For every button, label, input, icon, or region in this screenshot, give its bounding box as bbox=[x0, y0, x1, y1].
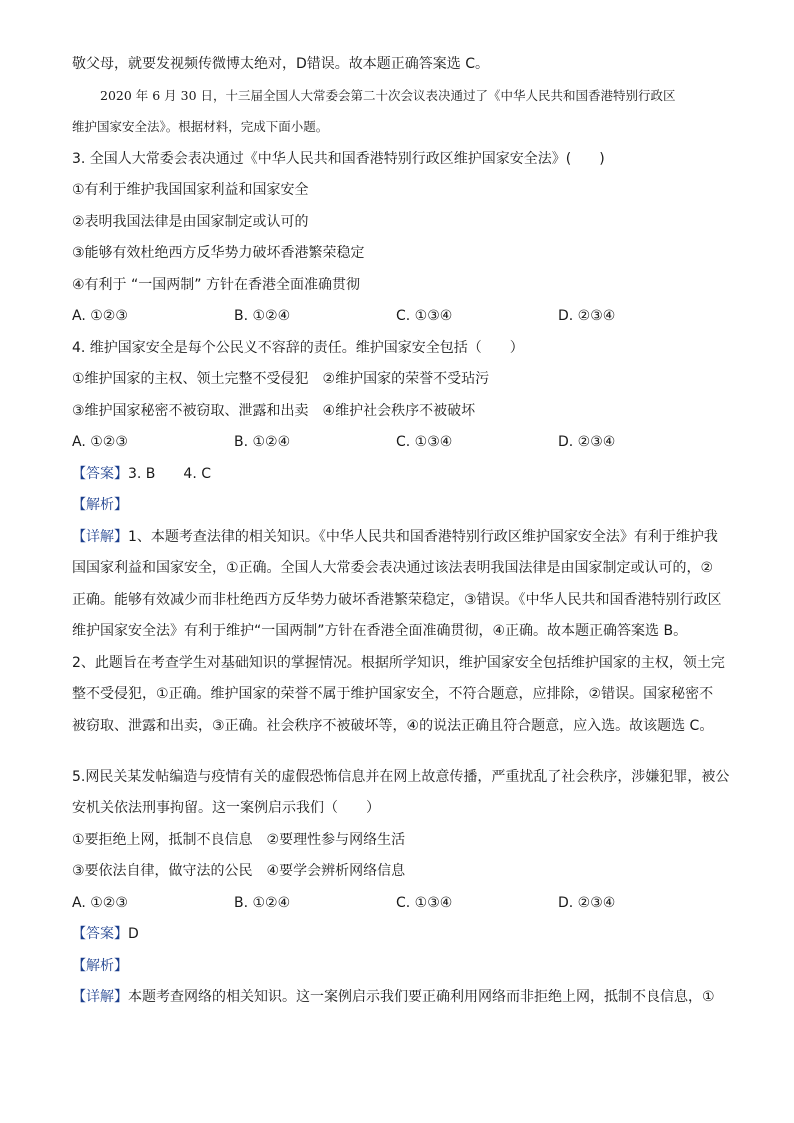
statement: ②表明我国法律是由国家制定或认可的 bbox=[72, 213, 309, 230]
detail-text: 2、此题旨在考查学生对基础知识的掌握情况。根据所学知识，维护国家安全包括维护国家的主权，领土完 bbox=[72, 654, 725, 671]
statement: ①有利于维护我国国家利益和国家安全 bbox=[72, 182, 309, 198]
statement: ③要依法自律，做守法的公民 ④要学会辨析网络信息 bbox=[72, 863, 406, 879]
material-text: 2020 年 6 月 30 日，十三届全国人大常委会第二十次会议表决通过了《中华人民共和国香港特别行政区 bbox=[100, 87, 676, 103]
statement: ④有利于 “一国两制” 方针在香港全面准确贯彻 bbox=[72, 276, 360, 293]
detail-text: 维护国家安全法》有利于维护“一国两制”方针在香港全面准确贯彻，④正确。故本题正确答案选 B。 bbox=[72, 623, 688, 639]
option-d: D. ②③④ bbox=[558, 894, 616, 911]
answer-text: D bbox=[128, 926, 139, 942]
analysis-line bbox=[72, 956, 722, 976]
detail-text: 1、本题考查法律的相关知识。《中华人民共和国香港特别行政区维护国家安全法》有利于维护我 bbox=[128, 528, 718, 545]
detail-text: 整不受侵犯，①正确。维护国家的荣誉不属于维护国家安全，不符合题意，应排除，②错误。国家秘密不 bbox=[72, 686, 714, 702]
detail-tag: 【详解】 bbox=[72, 528, 128, 545]
options-q3 bbox=[72, 306, 722, 326]
option-b: B. ①②④ bbox=[234, 308, 291, 324]
material-text: 维护国家安全法》。根据材料，完成下面小题。 bbox=[72, 119, 329, 134]
option-b: B. ①②④ bbox=[234, 894, 291, 911]
text-line: 敬父母，就要发视频传微博太绝对，D错误。故本题正确答案选 C。 bbox=[72, 56, 490, 72]
options-q5 bbox=[72, 893, 722, 913]
statement: ③能够有效杜绝西方反华势力破坏香港繁荣稳定 bbox=[72, 245, 365, 261]
options-q4 bbox=[72, 432, 722, 452]
option-d: D. ②③④ bbox=[558, 434, 616, 450]
option-c: C. ①③④ bbox=[396, 894, 453, 911]
question-3: 3. 全国人大常委会表决通过《中华人民共和国香港特别行政区维护国家安全法》( ) bbox=[72, 150, 605, 167]
option-b: B. ①②④ bbox=[234, 434, 291, 450]
detail-line bbox=[72, 527, 722, 547]
answer-tag: 【答案】 bbox=[72, 926, 128, 942]
answer-text: 3. B 4. C bbox=[128, 465, 211, 482]
answer-tag: 【答案】 bbox=[72, 465, 128, 482]
detail-text: 国国家利益和国家安全，①正确。全国人大常委会表决通过该法表明我国法律是由国家制定或认可的，② bbox=[72, 560, 714, 576]
detail-text: 被窃取、泄露和出卖，③正确。社会秩序不被破坏等，④的说法正确且符合题意，应入选。故该题选 C。 bbox=[72, 717, 714, 734]
option-c: C. ①③④ bbox=[396, 308, 453, 324]
option-d: D. ②③④ bbox=[558, 308, 616, 324]
document-page bbox=[72, 54, 730, 1007]
analysis-tag: 【解析】 bbox=[72, 957, 128, 974]
option-a: A. ①②③ bbox=[72, 434, 128, 450]
option-a: A. ①②③ bbox=[72, 894, 128, 911]
analysis-line bbox=[72, 495, 722, 515]
question-5: 5.网民关某发帖编造与疫情有关的虚假恐怖信息并在网上故意传播，严重扰乱了社会秩序，涉嫌犯罪，被公 bbox=[72, 768, 730, 785]
question-4: 4. 维护国家安全是每个公民义不容辞的责任。维护国家安全包括（ ） bbox=[72, 339, 524, 356]
answer-line bbox=[72, 464, 722, 484]
statement: ①要拒绝上网，抵制不良信息 ②要理性参与网络生活 bbox=[72, 831, 406, 848]
answer-line bbox=[72, 924, 722, 944]
analysis-tag: 【解析】 bbox=[72, 497, 128, 513]
detail-text: 正确。能够有效减少而非杜绝西方反华势力破坏香港繁荣稳定，③错误。《中华人民共和国香港特别行政区 bbox=[72, 591, 722, 608]
detail-line bbox=[72, 987, 722, 1007]
statement: ③维护国家秘密不被窃取、泄露和出卖 ④维护社会秩序不被破坏 bbox=[72, 402, 476, 419]
statement: ①维护国家的主权、领土完整不受侵犯 ②维护国家的荣誉不受玷污 bbox=[72, 371, 490, 387]
question-5: 安机关依法刑事拘留。这一案例启示我们（ ） bbox=[72, 800, 380, 816]
option-c: C. ①③④ bbox=[396, 434, 453, 450]
option-a: A. ①②③ bbox=[72, 308, 128, 324]
detail-tag: 【详解】 bbox=[72, 989, 128, 1005]
detail-text: 本题考查网络的相关知识。这一案例启示我们要正确利用网络而非拒绝上网，抵制不良信息，① bbox=[128, 989, 715, 1005]
